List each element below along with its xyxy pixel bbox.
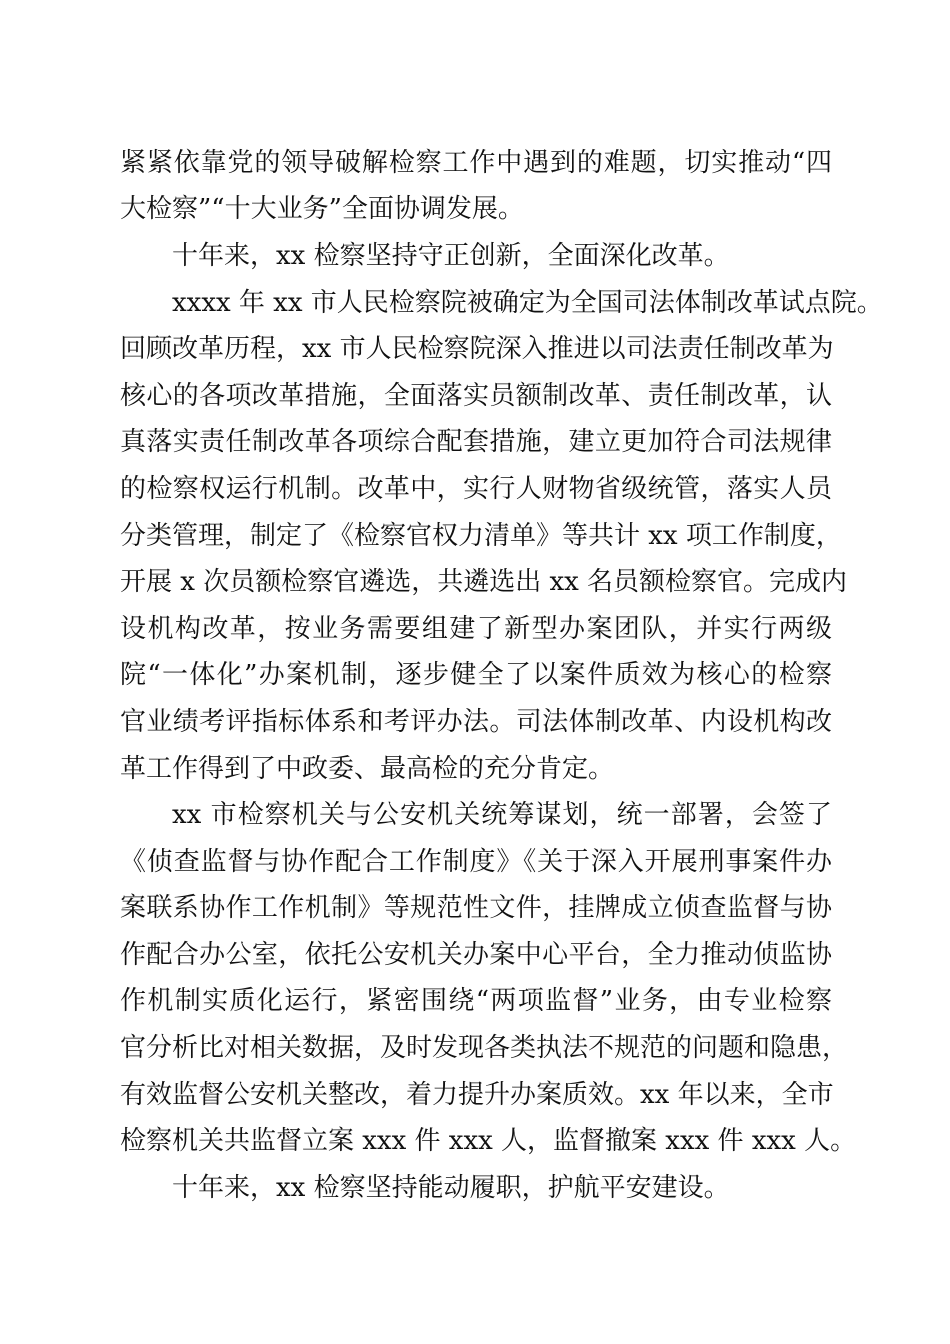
text-line: 检察机关共监督立案 xxx 件 xxx 人，监督撤案 xxx 件 xxx 人。 [120,1126,857,1156]
text-line: 革工作得到了中政委、最高检的充分肯定。 [120,754,615,784]
text-line: 《侦查监督与协作配合工作制度》《关于深入开展刑事案件办 [120,847,832,877]
text-line: 大检察”“十大业务”全面协调发展。 [120,194,524,224]
text-line: 设机构改革，按业务需要组建了新型办案团队，并实行两级 [120,614,832,644]
text-line: 紧紧依靠党的领导破解检察工作中遇到的难题，切实推动“四 [120,148,832,178]
text-line: 案联系协作工作机制》等规范性文件，挂牌成立侦查监督与协 [120,893,832,923]
section-heading-line: 十年来，xx 检察坚持守正创新，全面深化改革。 [172,241,730,271]
text-line: xxxx 年 xx 市人民检察院被确定为全国司法体制改革试点院。 [172,288,883,318]
text-line: 院“一体化”办案机制，逐步健全了以案件质效为核心的检察 [120,660,832,690]
text-line: xx 市检察机关与公安机关统筹谋划，统一部署，会签了 [172,800,832,830]
section-heading-line: 十年来，xx 检察坚持能动履职，护航平安建设。 [172,1173,730,1203]
text-line: 有效监督公安机关整改，着力提升办案质效。xx 年以来，全市 [120,1080,834,1110]
text-line: 作机制实质化运行，紧密围绕“两项监督”业务，由专业检察 [120,986,832,1016]
text-line: 核心的各项改革措施，全面落实员额制改革、责任制改革，认 [120,381,832,411]
text-line: 开展 x 次员额检察官遴选，共遴选出 xx 名员额检察官。完成内 [120,567,848,597]
text-line: 分类管理，制定了《检察官权力清单》等共计 xx 项工作制度， [120,521,842,551]
text-line: 的检察权运行机制。改革中，实行人财物省级统管，落实人员 [120,474,832,504]
text-line: 作配合办公室，依托公安机关办案中心平台，全力推动侦监协 [120,940,832,970]
text-line: 回顾改革历程，xx 市人民检察院深入推进以司法责任制改革为 [120,334,834,364]
text-line: 真落实责任制改革各项综合配套措施，建立更加符合司法规律 [120,427,832,457]
text-line: 官分析比对相关数据，及时发现各类执法不规范的问题和隐患， [120,1033,849,1063]
text-line: 官业绩考评指标体系和考评办法。司法体制改革、内设机构改 [120,707,832,737]
